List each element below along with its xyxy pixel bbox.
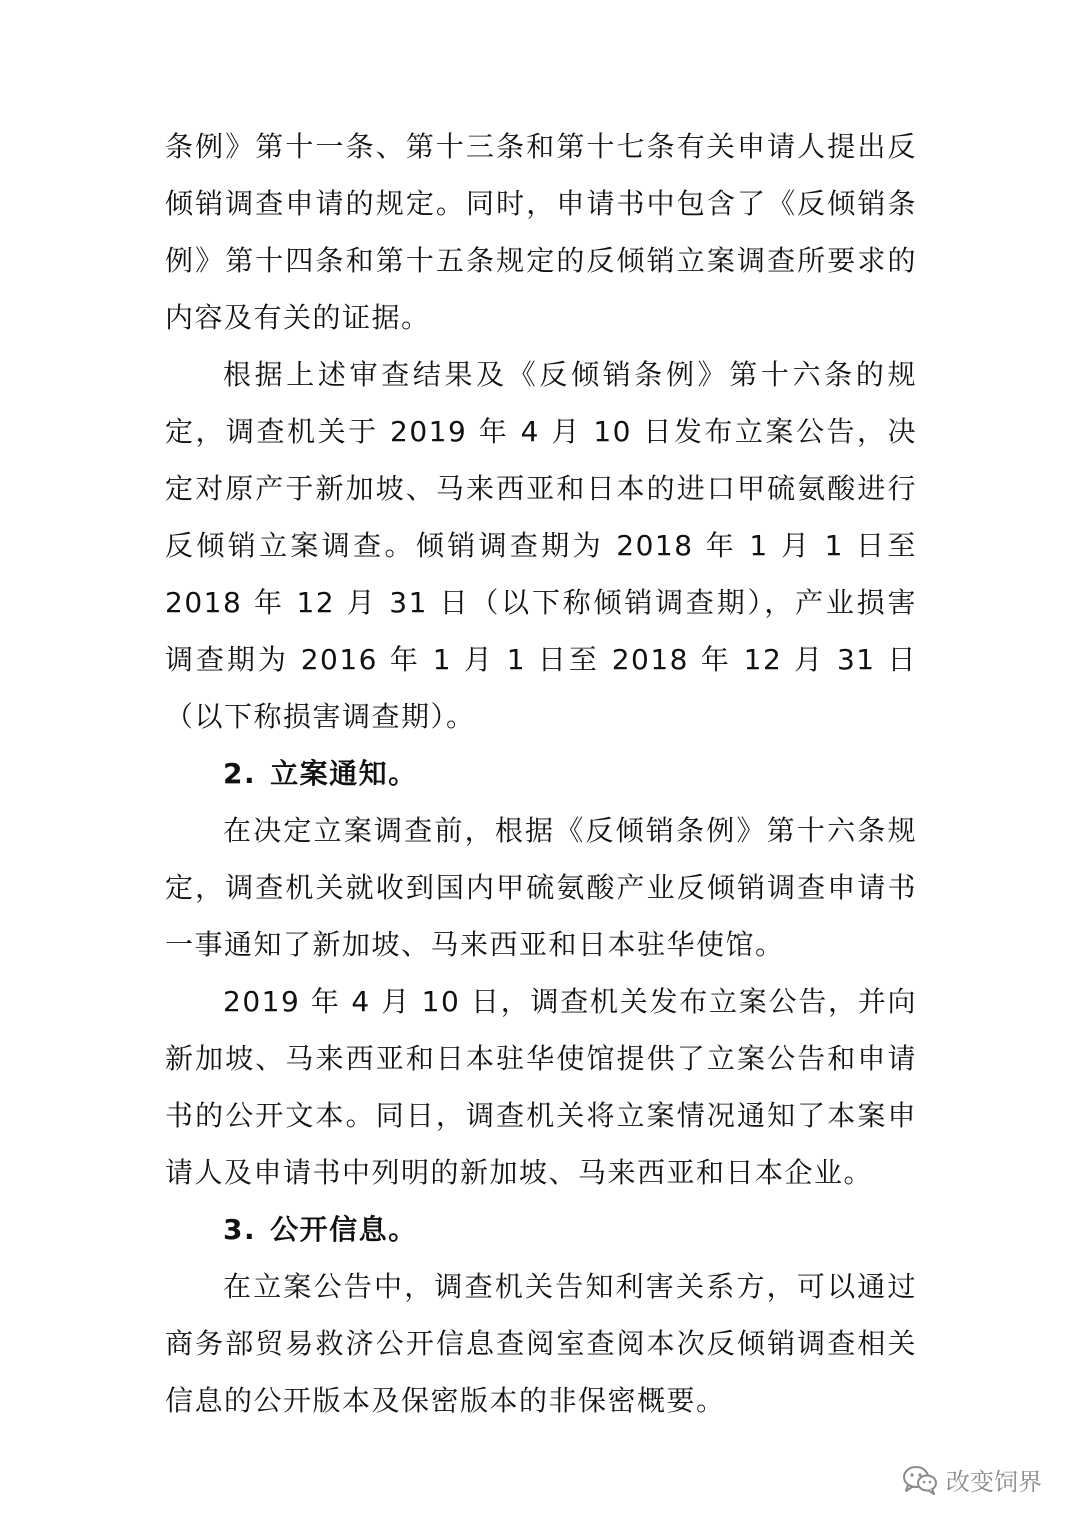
paragraph-notice-embassies: 在决定立案调查前，根据《反倾销条例》第十六条规定，调查机关就收到国内甲硫氨酸产业反倾销调查申请书一事通知了新加坡、马来西亚和日本驻华使馆。 — [165, 814, 917, 961]
watermark — [902, 1462, 1042, 1497]
section-heading-public-info — [165, 1201, 917, 1258]
paragraph-review-result: 根据上述审查结果及《反倾销条例》第十六条的规定，调查机关于 2019 年 4 月 10 日发布立案公告，决定对原产于新加坡、马来西亚和日本的进口甲硫氨酸进行反倾销立案调查。倾销调查期为 2018 年 1 月 1 日至 2018 年 12 月 31 日（以下称倾销调查期），产业损害调查期为 2016 年 1 月 1 日至 2018 年 12 月 31 日（以下称损害调查期）。 — [165, 358, 917, 733]
wechat-icon — [902, 1465, 938, 1495]
section-title: 公开信息。 — [270, 1213, 418, 1246]
paragraph-continued: 条例》第十一条、第十三条和第十七条有关申请人提出反倾销调查申请的规定。同时，申请书中包含了《反倾销条例》第十四条和第十五条规定的反倾销立案调查所要求的内容及有关的证据。 — [165, 130, 917, 334]
section-number: 2. — [223, 757, 257, 790]
paragraph-public-info: 在立案公告中，调查机关告知利害关系方，可以通过商务部贸易救济公开信息查阅室查阅本次反倾销调查相关信息的公开版本及保密版本的非保密概要。 — [165, 1270, 917, 1417]
section-number: 3. — [223, 1213, 257, 1246]
section-title: 立案通知。 — [270, 757, 418, 790]
watermark-text: 改变饲界 — [946, 1468, 1042, 1496]
section-heading-filing-notice — [165, 745, 917, 802]
document-body — [165, 118, 917, 1429]
paragraph-notice-announcement: 2019 年 4 月 10 日，调查机关发布立案公告，并向新加坡、马来西亚和日本驻华使馆提供了立案公告和申请书的公开文本。同日，调查机关将立案情况通知了本案申请人及申请书中列明的新加坡、马来西亚和日本企业。 — [165, 985, 917, 1189]
